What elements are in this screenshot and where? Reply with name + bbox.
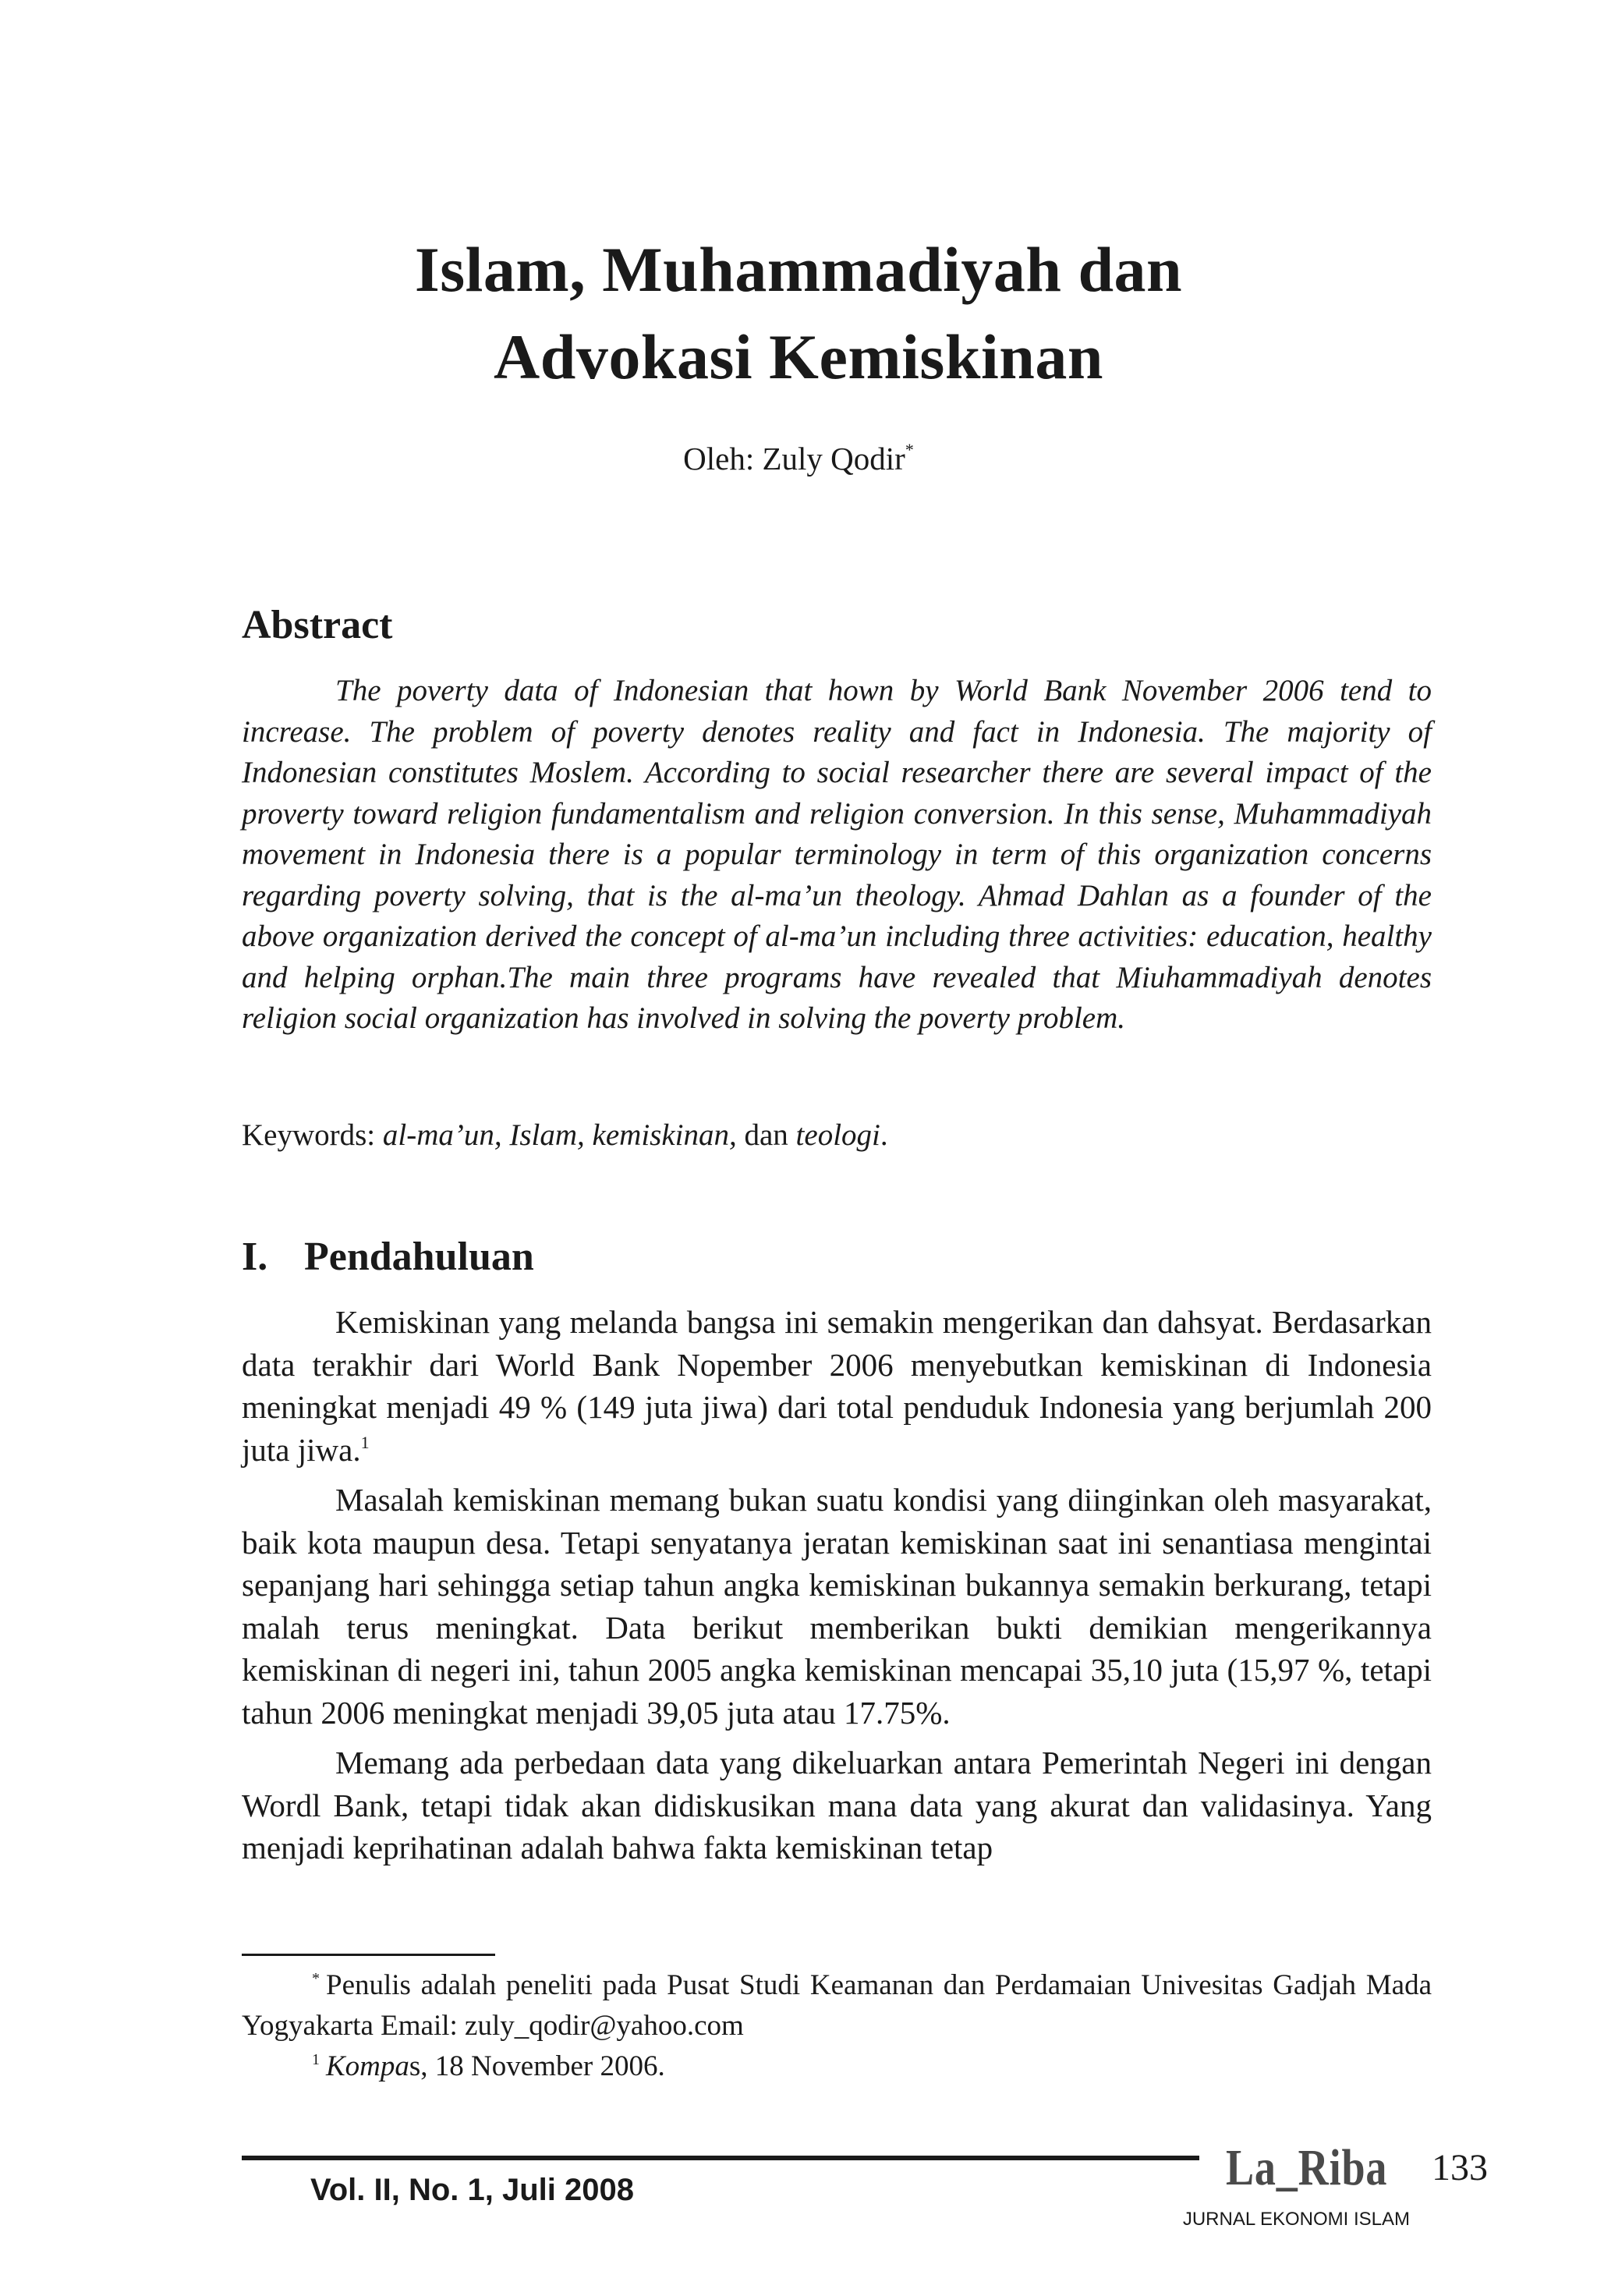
keywords-last-term: teologi — [795, 1118, 880, 1152]
article-title — [0, 226, 1597, 401]
author-name: Oleh: Zuly Qodir — [683, 441, 905, 477]
keywords-terms: al-ma’un, Islam, kemiskinan, — [382, 1118, 737, 1152]
author-footnote-mark: * — [905, 440, 914, 459]
article-title-line-2: Advokasi Kemiskinan — [494, 321, 1103, 392]
intro-paragraph-1 — [242, 1301, 1432, 1471]
journal-logo: La_Riba — [1226, 2139, 1388, 2196]
footer-rule — [242, 2156, 1199, 2160]
keywords-line — [242, 1114, 1432, 1157]
intro-paragraph-3: Memang ada perbedaan data yang dikeluarkan antara Pemerintah Negeri ini dengan Wordl Bank, tetapi tidak akan didiskusikan mana data yang akurat dan validasinya. Yang menjadi keprihatinan adalah bahwa fakta kemiskinan tetap — [242, 1745, 1432, 1866]
journal-subtitle: JURNAL EKONOMI ISLAM — [1182, 2209, 1410, 2230]
footnote-author-text: Penulis adalah peneliti pada Pusat Studi Keamanan dan Perdamaian Univesitas Gadjah Mada Yogyakarta Email: zuly_qodir@yahoo.com — [242, 1969, 1432, 2042]
footnote-1-date: s, 18 November 2006. — [409, 2050, 665, 2082]
intro-paragraph-2: Masalah kemiskinan memang bukan suatu kondisi yang diinginkan oleh masyarakat, baik kota maupun desa. Tetapi senyatanya jeratan kemiskinan saat ini senantiasa mengintai sepanjang hari sehingga setiap tahun angka kemiskinan bukannya semakin berkurang, tetapi malah terus meningkat. Data berikut memberikan bukti demikian mengerikannya kemiskinan di negeri ini, tahun 2005 angka kemiskinan mencapai 35,10 juta (15,97 %, tetapi tahun 2006 meningkat menjadi 39,05 juta atau 17.75%. — [242, 1482, 1432, 1731]
footnote-separator — [242, 1954, 495, 1956]
section-heading-pendahuluan — [242, 1232, 534, 1282]
footer-volume: Vol. II, No. 1, Juli 2008 — [310, 2173, 634, 2207]
page-number: 133 — [1432, 2147, 1488, 2188]
keywords-label: Keywords: — [242, 1118, 376, 1152]
footnote-1-mark: 1 — [312, 2051, 320, 2068]
keywords-period: . — [880, 1118, 888, 1152]
article-title-line-1: Islam, Muhammadiyah dan — [414, 234, 1183, 305]
footnote-1 — [242, 2046, 1432, 2087]
section-title: Pendahuluan — [304, 1235, 534, 1279]
footnote-author — [242, 1965, 1432, 2046]
keywords-conjunction: dan — [744, 1118, 788, 1152]
article-author — [0, 437, 1597, 480]
abstract-text: The poverty data of Indonesian that hown by World Bank November 2006 tend to increase. The problem of poverty denotes reality and fact in Indonesia. The majority of Indonesian constitutes Moslem. According to social researcher there are several impact of the proverty toward religion fundamentalism and religion conversion. In this sense, Muhammadiyah movement in Indonesia there is a popular terminology in term of this organization concerns regarding poverty solving, that is the al-ma’un theology. Ahmad Dahlan as a founder of the above organization derived the concept of al-ma’un including three activities: education, healthy and helping orphan.The main three programs have revealed that Miuhammadiyah denotes religion social organization has involved in solving the poverty problem. — [242, 674, 1432, 1035]
section-number: I. — [242, 1235, 268, 1279]
footnote-author-mark: * — [312, 1970, 320, 1987]
footnote-1-source: Kompa — [326, 2050, 409, 2082]
intro-body — [242, 1301, 1432, 1877]
abstract-heading: Abstract — [242, 603, 393, 647]
footnotes — [242, 1965, 1432, 2087]
footnote-ref-1: 1 — [360, 1432, 370, 1452]
intro-paragraph-1-text: Kemiskinan yang melanda bangsa ini semakin mengerikan dan dahsyat. Berdasarkan data terakhir dari World Bank Nopember 2006 menyebutkan kemiskinan di Indonesia meningkat menjadi 49 % (149 juta jiwa) dari total penduduk Indonesia yang berjumlah 200 juta jiwa. — [242, 1304, 1432, 1468]
